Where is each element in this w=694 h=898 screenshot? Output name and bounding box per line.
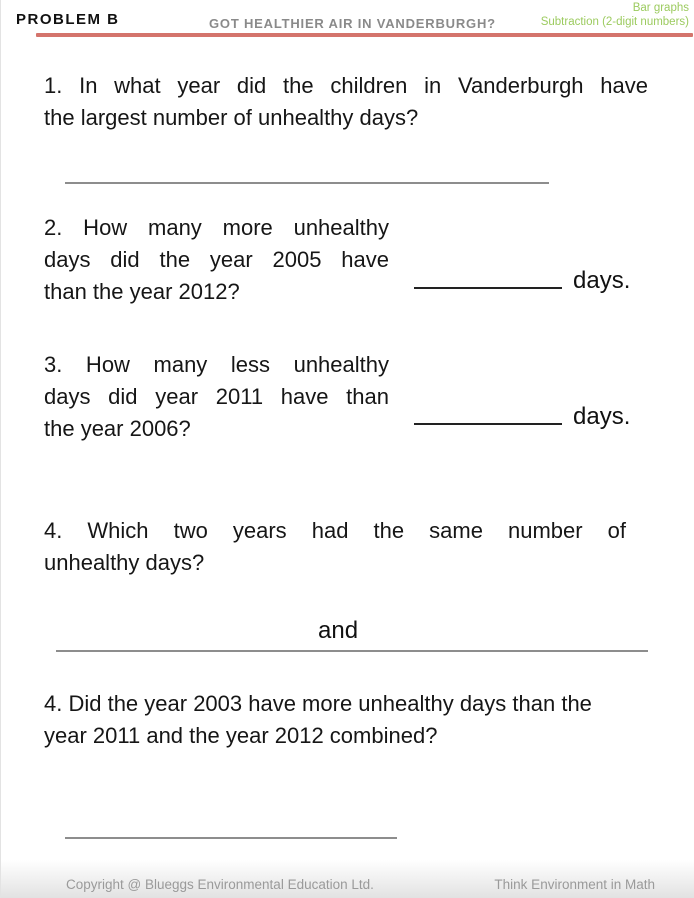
question-1 — [44, 70, 648, 134]
question-4-line-1: 4. Which two years had the same number of — [44, 518, 626, 543]
question-2-line-3: than the year 2012? — [44, 279, 240, 304]
answer-line-q4 — [56, 650, 648, 652]
question-5-line-2: year 2011 and the year 2012 combined? — [44, 723, 438, 748]
days-label-q3: days. — [573, 403, 631, 430]
question-4 — [44, 515, 626, 579]
question-3-line-1: 3. How many less unhealthy — [44, 352, 389, 377]
answer-blank-q3 — [414, 423, 562, 425]
answer-line-q5 — [65, 837, 397, 839]
question-2 — [44, 212, 389, 308]
copyright-text: Copyright @ Blueggs Environmental Education Ltd. — [66, 877, 374, 892]
and-connector-label: and — [318, 617, 359, 644]
worksheet-title: GOT HEALTHIER AIR IN VANDERBURGH? — [209, 16, 496, 31]
question-2-line-1: 2. How many more unhealthy — [44, 215, 389, 240]
footer-bar — [1, 860, 694, 898]
header-divider-line — [36, 33, 693, 37]
topic-tags — [541, 2, 689, 29]
days-label-q2: days. — [573, 267, 631, 294]
question-5 — [44, 688, 669, 752]
question-1-line-1: 1. In what year did the children in Vanderburgh have — [44, 73, 648, 98]
question-3-line-3: the year 2006? — [44, 416, 191, 441]
topic-tag-subtraction: Subtraction (2-digit numbers) — [540, 15, 689, 28]
problem-label: PROBLEM B — [16, 11, 120, 28]
question-3-line-2: days did year 2011 have than — [44, 384, 389, 409]
answer-blank-q2 — [414, 287, 562, 289]
answer-line-q1 — [65, 182, 549, 184]
brand-text: Think Environment in Math — [494, 877, 655, 892]
question-3 — [44, 349, 389, 445]
question-2-line-2: days did the year 2005 have — [44, 247, 389, 272]
question-1-line-2: the largest number of unhealthy days? — [44, 105, 419, 130]
topic-tag-bar-graphs: Bar graphs — [632, 2, 689, 14]
question-4-line-2: unhealthy days? — [44, 550, 205, 575]
question-5-line-1: 4. Did the year 2003 have more unhealthy days than the — [44, 691, 592, 716]
